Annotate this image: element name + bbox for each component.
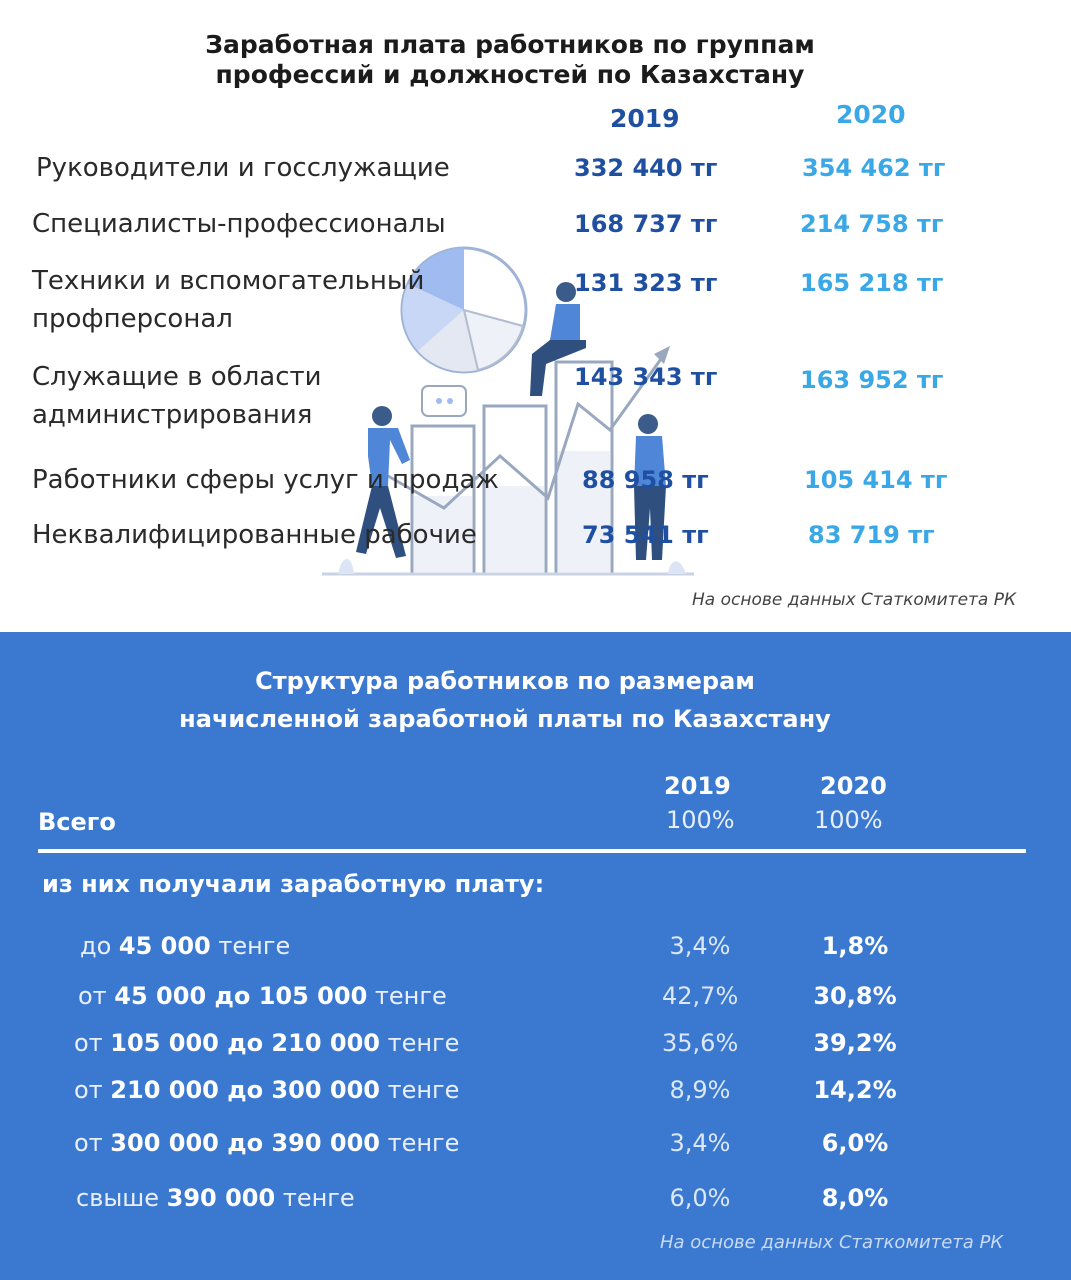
pct-2020: 14,2% (813, 1076, 897, 1104)
label-line: профперсонал (32, 304, 233, 334)
profession-label-unskilled (32, 516, 477, 554)
range-prefix: от (74, 1076, 111, 1104)
range-prefix: от (74, 1129, 111, 1157)
range-suffix: тенге (379, 1076, 460, 1104)
range-row (74, 1029, 459, 1057)
title-line-1: Структура работников по размерам (255, 667, 755, 695)
total-label: Всего (38, 808, 116, 836)
subtitle-received-salary: из них получали заработную плату: (42, 870, 545, 898)
pct-2019: 8,9% (669, 1076, 731, 1104)
range-amount: 300 000 до 390 000 (110, 1129, 380, 1157)
profession-label-managers (36, 149, 450, 187)
pct-2019: 6,0% (669, 1184, 731, 1212)
label-line: Неквалифицированные рабочие (32, 520, 477, 550)
title-line-1: Заработная плата работников по группам (205, 30, 815, 59)
structure-section-title (0, 662, 1010, 738)
salary-by-profession-section (0, 0, 1071, 632)
pct-2019: 42,7% (662, 982, 739, 1010)
source-note-top: На основе данных Статкомитета РК (692, 590, 1017, 610)
range-suffix: тенге (367, 982, 447, 1010)
range-suffix: тенге (379, 1029, 460, 1057)
range-prefix: от (74, 1029, 111, 1057)
salary-2019-technicians: 131 323 тг (574, 269, 718, 297)
profession-label-services (32, 461, 499, 499)
salary-2019-managers: 332 440 тг (574, 154, 718, 182)
range-amount: 45 000 до 105 000 (114, 982, 368, 1010)
label-line: Работники сферы услуг и продаж (32, 465, 499, 495)
total-2020: 100% (814, 806, 883, 834)
range-amount: 210 000 до 300 000 (110, 1076, 380, 1104)
pct-2019: 35,6% (662, 1029, 739, 1057)
label-line: Техники и вспомогательный (32, 266, 425, 296)
structure-year-2020: 2020 (820, 772, 887, 800)
range-suffix: тенге (275, 1184, 355, 1212)
range-amount: 45 000 (118, 932, 211, 960)
profession-label-admin (32, 358, 322, 434)
range-amount: 390 000 (166, 1184, 276, 1212)
salary-section-title (0, 30, 1020, 90)
range-row (76, 1184, 355, 1212)
range-amount: 105 000 до 210 000 (110, 1029, 380, 1057)
pct-2019: 3,4% (669, 1129, 731, 1157)
label-line: Служащие в области (32, 362, 322, 392)
pct-2020: 8,0% (821, 1184, 889, 1212)
salary-2020-technicians: 165 218 тг (800, 269, 944, 297)
divider-line (38, 849, 1026, 853)
column-year-2020: 2020 (836, 100, 906, 129)
salary-2020-managers: 354 462 тг (802, 154, 946, 182)
salary-2020-specialists: 214 758 тг (800, 210, 944, 238)
range-row (78, 982, 447, 1010)
range-prefix: до (80, 932, 119, 960)
label-line: администрирования (32, 400, 313, 430)
column-year-2019: 2019 (610, 104, 680, 133)
title-line-2: профессий и должностей по Казахстану (215, 60, 805, 89)
range-row (80, 932, 290, 960)
pct-2020: 30,8% (813, 982, 897, 1010)
salary-2019-specialists: 168 737 тг (574, 210, 718, 238)
total-2019: 100% (666, 806, 735, 834)
source-note-bottom: На основе данных Статкомитета РК (660, 1232, 1004, 1253)
range-suffix: тенге (210, 932, 291, 960)
range-prefix: свыше (76, 1184, 167, 1212)
salary-2020-unskilled: 83 719 тг (808, 521, 935, 549)
salary-2019-unskilled: 73 541 тг (582, 521, 709, 549)
profession-label-technicians (32, 262, 424, 338)
salary-2019-admin: 143 343 тг (574, 363, 718, 391)
salary-2019-services: 88 958 тг (582, 466, 709, 494)
title-line-2: начисленной заработной платы по Казахстану (179, 705, 831, 733)
pct-2019: 3,4% (669, 932, 731, 960)
pct-2020: 39,2% (813, 1029, 897, 1057)
salary-2020-services: 105 414 тг (804, 466, 948, 494)
label-line: Специалисты-профессионалы (32, 209, 446, 239)
range-suffix: тенге (379, 1129, 460, 1157)
pct-2020: 1,8% (821, 932, 889, 960)
profession-label-specialists (32, 205, 446, 243)
pct-2020: 6,0% (821, 1129, 889, 1157)
label-line: Руководители и госслужащие (36, 153, 450, 183)
range-row (74, 1129, 459, 1157)
salary-2020-admin: 163 952 тг (800, 366, 944, 394)
structure-year-2019: 2019 (664, 772, 731, 800)
salary-structure-section (0, 632, 1071, 1280)
range-row (74, 1076, 459, 1104)
range-prefix: от (78, 982, 115, 1010)
